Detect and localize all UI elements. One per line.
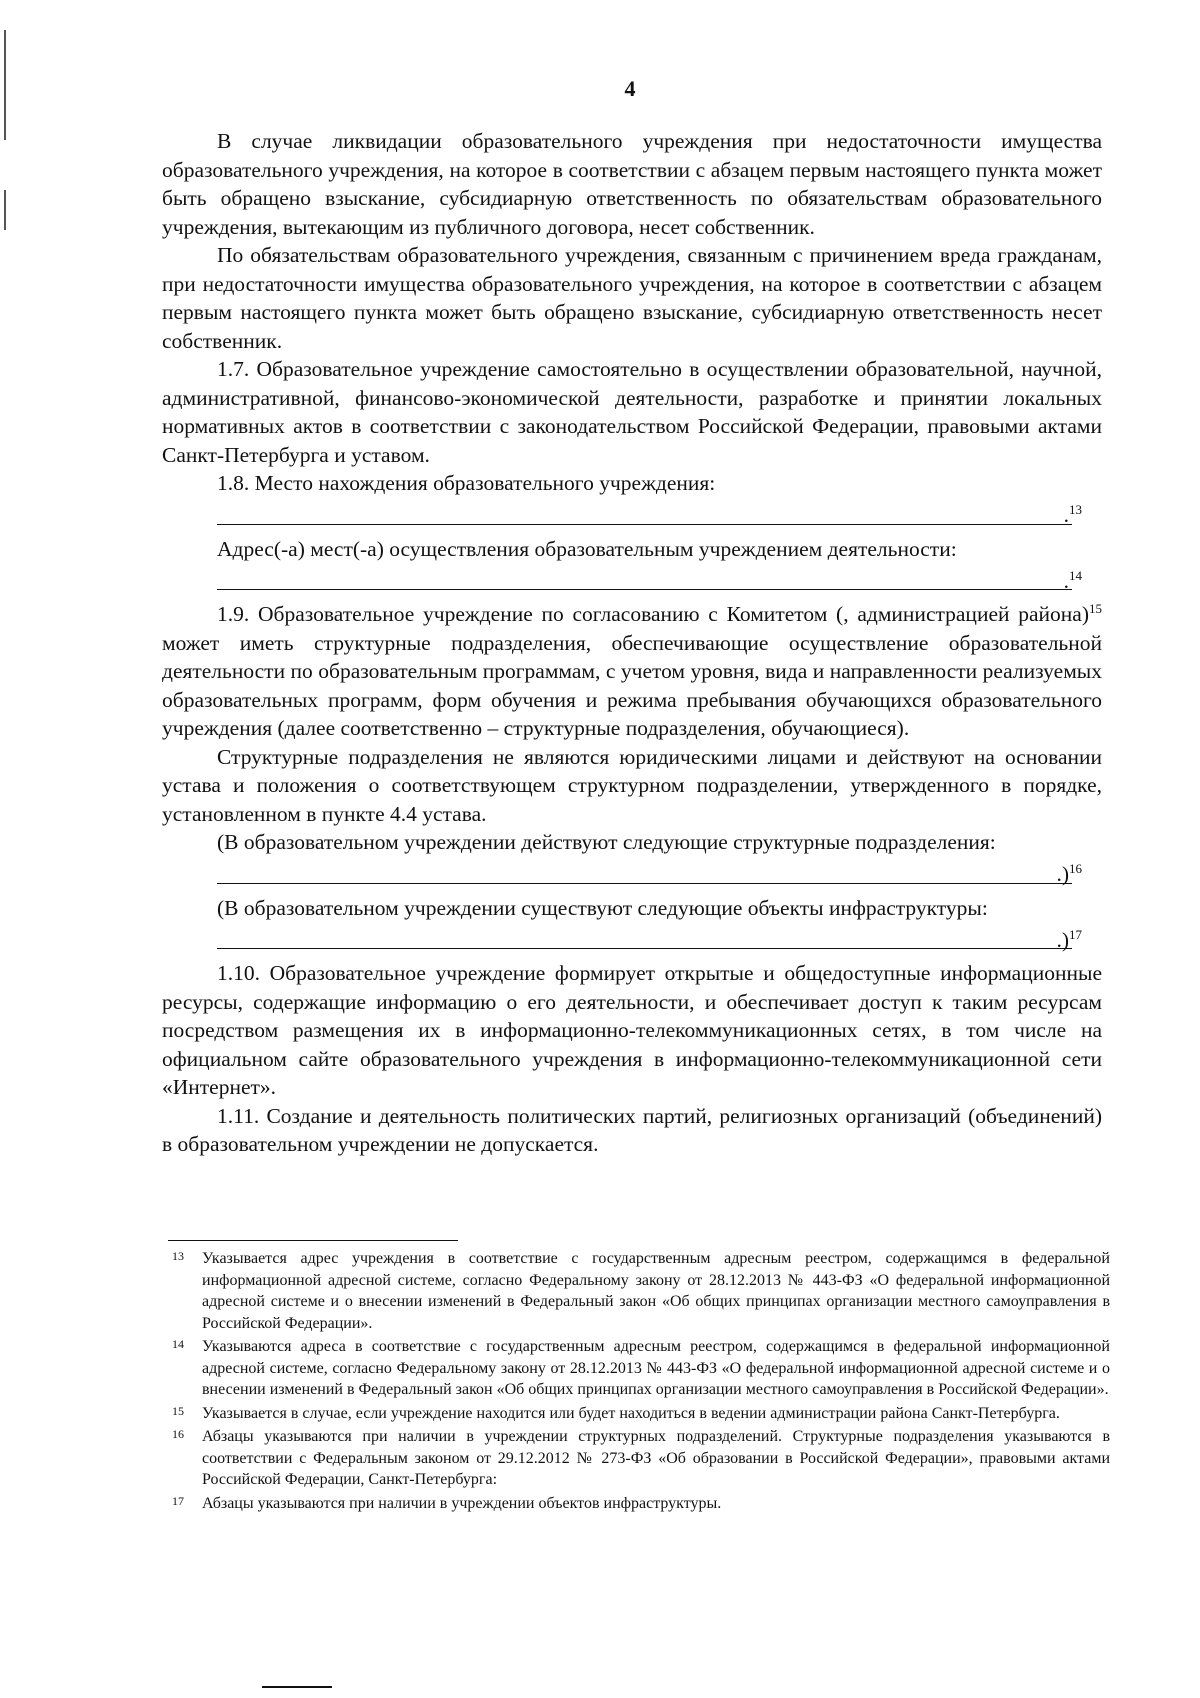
- structural-units-blank-line: [217, 860, 1082, 886]
- blank-ending: .$^{13}$: [1063, 501, 1082, 527]
- footnote: 14 Указываются адреса в соответствие с государственным адресным реестром, содержащимся в федеральной информационной адресной системе, согласно Федеральному закону от 28.12.2013 № 443-ФЗ «О федеральной информационной адресной системе и о внесении изменений в Федеральный закон «Об общих принципах организации местного самоуправления в Российской Федерации».: [172, 1337, 1110, 1398]
- paragraph: В случае ликвидации образовательного учреждения при недостаточности имущества образовательного учреждения, на которое в соответствии с абзацем первым настоящего пункта может быть обращено взыскание, субсидиарную ответственность по обязательствам образовательного учреждения, вытекающим из публичного договора, несет собственник.: [162, 129, 1102, 239]
- blank-ending: .)$^{16}$: [1056, 860, 1082, 886]
- footnote: 16 Абзацы указываются при наличии в учреждении структурных подразделений. Структурные подразделения указываются в соответствии с Федеральным законом от 29.12.2012 № 273-ФЗ «Об образовании в Российской Федерации», правовыми актами Российской Федерации, Санкт-Петербурга:: [172, 1427, 1110, 1488]
- paragraph-1-11: 1.11. Создание и деятельность политических партий, религиозных организаций (объединений) в образовательном учреждении не допускается.: [162, 1103, 1102, 1156]
- blank-ending: .$^{14}$: [1063, 567, 1082, 593]
- footnote-ref-17: 17: [1069, 926, 1082, 942]
- paragraph: По обязательствам образовательного учреждения, связанным с причинением вреда гражданам, при недостаточности имущества образовательного учреждения, на которое в соответствии с абзацем первым настоящего пункта может быть обращено взыскание, субсидиарную ответственность несет собственник.: [162, 243, 1102, 353]
- paragraph-1-8: 1.8. Место нахождения образовательного учреждения:: [217, 471, 716, 495]
- footnote: 13 Указывается адрес учреждения в соответствие с государственным адресным реестром, содержащимся в федеральной информационной адресной системе, согласно Федеральному закону от 28.12.2013 № 443-ФЗ «О федеральной информационной адресной системе и о внесении изменений в Федеральный закон «Об общих принципах организации местного самоуправления в Российской Федерации».: [172, 1249, 1110, 1332]
- activity-address-blank-line: [217, 567, 1082, 593]
- paragraph-infrastructure: (В образовательном учреждении существуют следующие объекты инфраструктуры:: [217, 895, 988, 920]
- footnotes: [168, 1248, 1110, 1516]
- bottom-scan-mark: [262, 1686, 332, 1688]
- footnote-ref-13: 13: [1069, 501, 1082, 517]
- document-body: [162, 127, 1102, 1159]
- paragraph-1-7: 1.7. Образовательное учреждение самостоятельно в осуществлении образовательной, научной, административной, финансово-экономической деятельности, разработке и принятии локальных нормативных актов в соответствии с законодательством Российской Федерации, правовыми актами Санкт-Петербурга и уставом.: [162, 357, 1102, 467]
- footnote: 15 Указывается в случае, если учреждение находится или будет находиться в ведении администрации района Санкт-Петербурга.: [172, 1403, 1060, 1422]
- page-number: 4: [624, 76, 636, 101]
- footnote-ref-14: 14: [1069, 567, 1082, 583]
- footnote: 17 Абзацы указываются при наличии в учреждении объектов инфраструктуры.: [172, 1493, 722, 1512]
- infrastructure-blank-line: [217, 926, 1082, 952]
- paragraph-structural-units: (В образовательном учреждении действуют следующие структурные подразделения:: [217, 830, 996, 854]
- paragraph-1-10: 1.10. Образовательное учреждение формирует открытые и общедоступные информационные ресурсы, содержащие информацию о его деятельности, и обеспечивает доступ к таким ресурсам посредством размещения их в информационно-телекоммуникационных сетях, в том числе на официальном сайте образовательного учреждения в информационно-телекоммуникационной сети «Интернет».: [162, 961, 1102, 1099]
- paragraph-activity-address: Адрес(-а) мест(-а) осуществления образовательным учреждением деятельности:: [217, 536, 957, 561]
- footnote-ref-16: 16: [1069, 860, 1082, 876]
- paragraph-1-9: 1.9. Образовательное учреждение по согласованию с Комитетом (, администрацией района)$^{15}$ может иметь структурные подразделения, обеспечивающие осуществление образовательной деятельности по образовательным программам, с учетом уровня, вида и направленности реализуемых образовательных программ, форм обучения и режима пребывания обучающихся образовательного учреждения (далее соответственно – структурные подразделения, обучающиеся).: [162, 600, 1102, 740]
- address-blank-line: [217, 501, 1082, 527]
- scan-edge-mark: [4, 190, 6, 230]
- paragraph: Структурные подразделения не являются юридическими лицами и действуют на основании устава и положения о соответствующем структурном подразделении, утвержденного в порядке, установленном в пункте 4.4 устава.: [162, 744, 1102, 826]
- blank-ending: .)$^{17}$: [1056, 926, 1082, 952]
- footnote-ref-15: 15: [1089, 600, 1102, 616]
- footnote-separator: [168, 1240, 458, 1241]
